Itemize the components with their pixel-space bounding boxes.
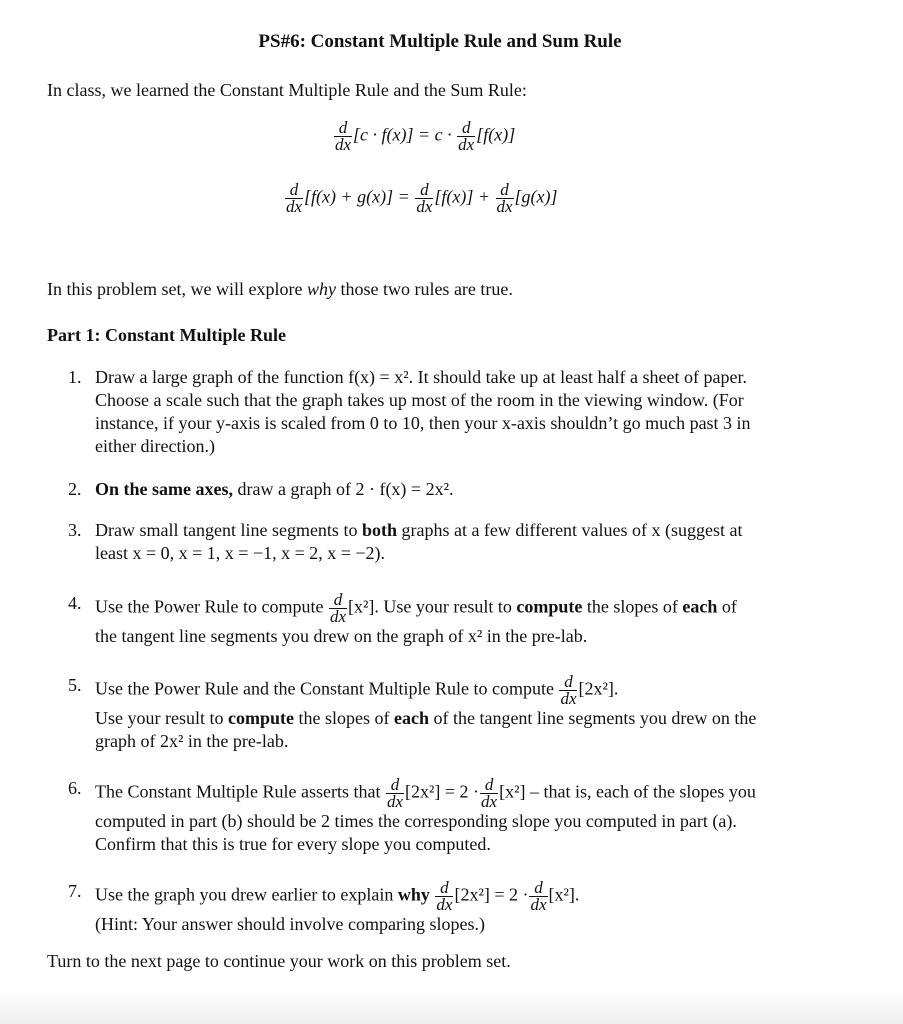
derivative-operator: $\frac{d}{dx}$ bbox=[560, 672, 577, 708]
page-bottom-shadow bbox=[0, 990, 903, 1024]
derivative-operator: $\frac{d}{dx}$ bbox=[386, 775, 404, 811]
problem-item-4: 4. Use the Power Rule to compute $\frac{d}{dx}$ [x²]. Use your result to compute the slopes of each of the tangent line segments you drew on the graph of x² in the pre-lab. bbox=[68, 590, 737, 646]
problem-item-2: 2. On the same axes, draw a graph of 2 · f(x) = 2x². bbox=[68, 479, 454, 499]
eq2-rhs: [g(x)] bbox=[514, 186, 558, 207]
derivative-operator: $\frac{d}{dx}$ bbox=[416, 180, 433, 216]
problem-item-7: 7. Use the graph you drew earlier to explain why $\frac{d}{dx}$ [2x²] = 2 · $\frac{d}{dx}$ [x²]. (Hint: Your answer should involve comparing slopes.) bbox=[68, 878, 580, 934]
eq2-mid: [f(x)] + bbox=[434, 186, 490, 207]
derivative-operator: $\frac{d}{dx}$ bbox=[436, 878, 453, 914]
derivative-operator: $\frac{d}{dx}$ bbox=[481, 775, 498, 811]
problem-item-5: 5. Use the Power Rule and the Constant Multiple Rule to compute $\frac{d}{dx}$ [2x²]. Use your result to compute the slopes of each of the tangent line segments you drew on the graph of 2x² in the pre-lab. bbox=[68, 672, 757, 751]
page-title: PS#6: Constant Multiple Rule and Sum Rule bbox=[258, 31, 622, 52]
intro-text: In class, we learned the Constant Multiple Rule and the Sum Rule: bbox=[47, 80, 527, 100]
problem-item-3: 3. Draw small tangent line segments to both graphs at a few different values of x (suggest at least x = 0, x = 1, x = −1, x = 2, x = −2). bbox=[68, 520, 743, 563]
explore-text: In this problem set, we will explore why those two rules are true. bbox=[47, 279, 513, 299]
eq1-rhs: [f(x)] bbox=[476, 124, 516, 145]
derivative-operator: $\frac{d}{dx}$ bbox=[496, 180, 513, 216]
derivative-operator: $\frac{d}{dx}$ bbox=[329, 590, 347, 626]
constant-multiple-rule-equation bbox=[333, 120, 515, 153]
problem-item-6: 6. The Constant Multiple Rule asserts that $\frac{d}{dx}$ [2x²] = 2 · $\frac{d}{dx}$ [x²] – that is, each of the slopes you computed in part (b) should be 2 times the corresponding slope you computed in part (a). Confirm that this is true for every slope you computed. bbox=[68, 775, 756, 854]
derivative-operator: $\frac{d}{dx}$ bbox=[286, 180, 303, 216]
eq2-lhs: [f(x) + g(x)] = bbox=[304, 186, 410, 207]
sum-rule-equation bbox=[284, 182, 558, 215]
footer-text: Turn to the next page to continue your work on this problem set. bbox=[47, 951, 511, 971]
derivative-operator: $\frac{d}{dx}$ bbox=[335, 118, 352, 154]
eq1-lhs: [c · f(x)] = c · bbox=[353, 124, 452, 145]
problem-item-1: 1. Draw a large graph of the function f(x) = x². It should take up at least half a sheet of paper. Choose a scale such that the graph takes up most of the room in the viewing window. (For instance, if your y-axis is scaled from 0 to 10, then your x-axis shouldn’t go much past 3 in either direction.) bbox=[68, 367, 751, 456]
derivative-operator: $\frac{d}{dx}$ bbox=[530, 878, 547, 914]
derivative-operator: $\frac{d}{dx}$ bbox=[458, 118, 475, 154]
part1-heading: Part 1: Constant Multiple Rule bbox=[47, 325, 286, 345]
